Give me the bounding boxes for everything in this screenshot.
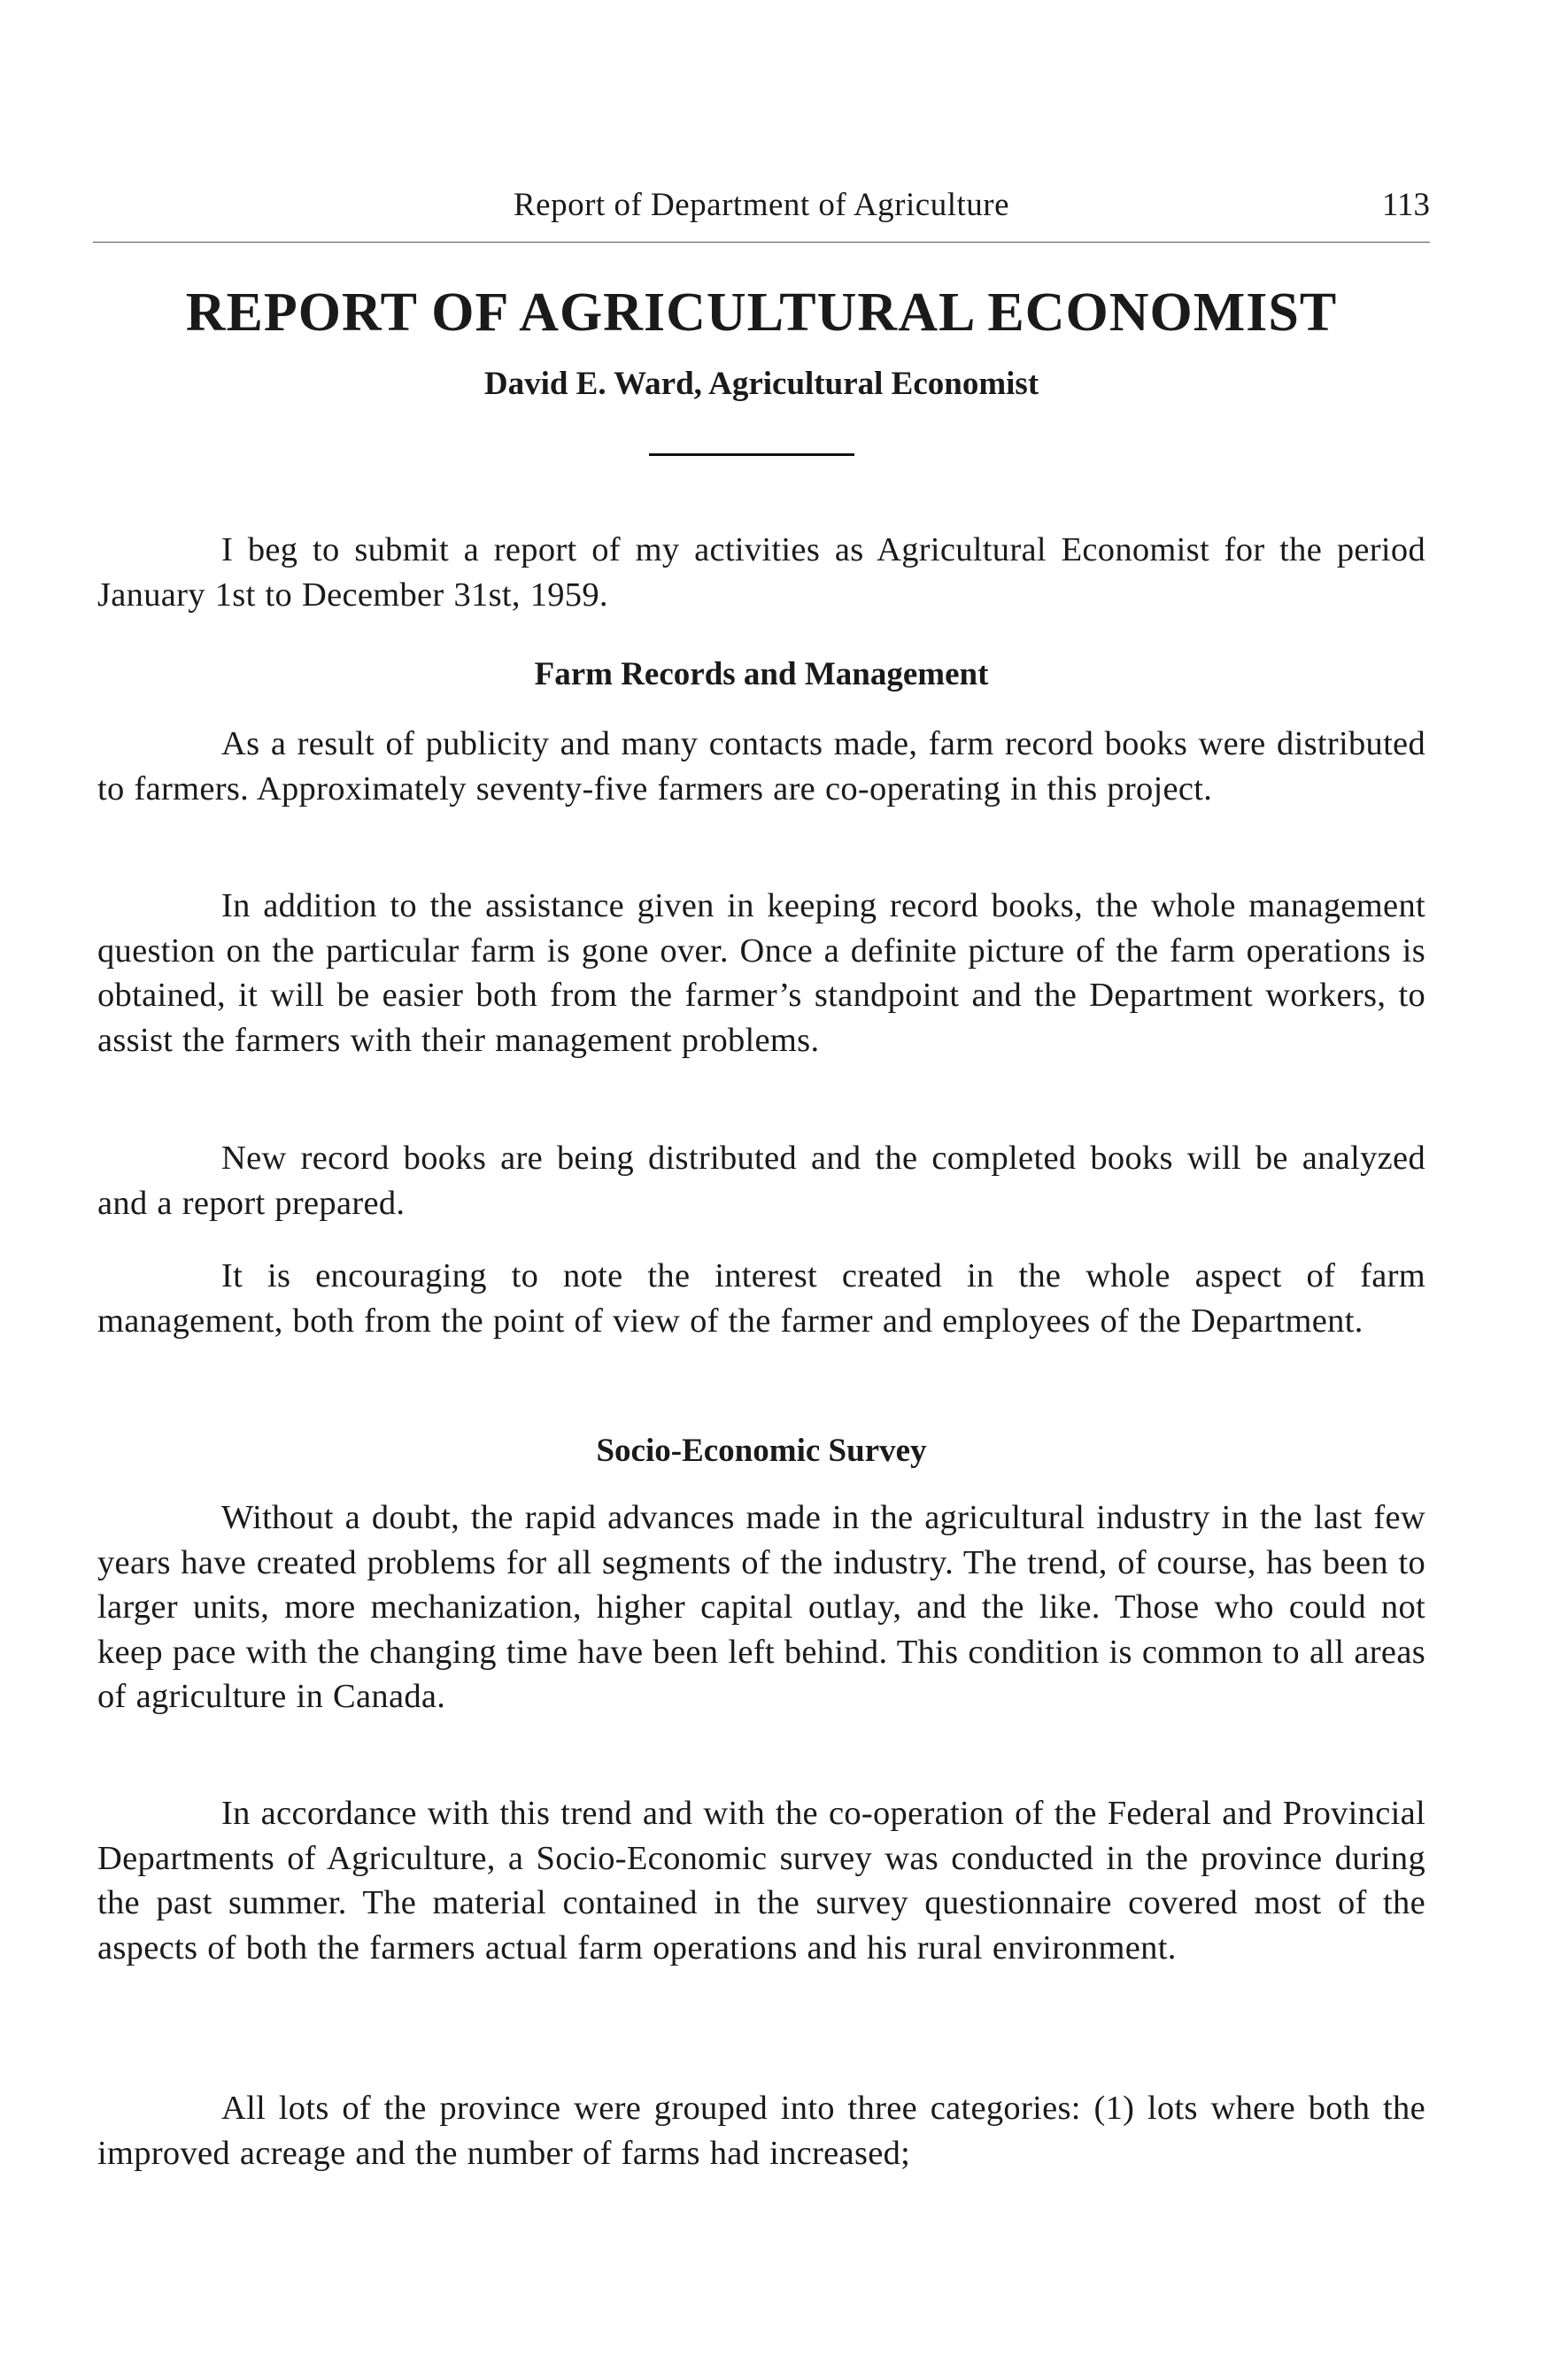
paragraph-farm-records-4: It is encouraging to note the interest created in the whole aspect of farm management, both from the point of view of the farmer and employees of the Department.: [97, 1257, 1425, 1340]
section-heading-socio-economic: Socio-Economic Survey: [596, 1433, 927, 1469]
paragraph-socio-economic-1: Without a doubt, the rapid advances made in the agricultural industry in the last few years have created problems for all segments of the industry. The trend, of course, has been to larger units, more mechanization, higher capital outlay, and the like. Those who could not keep pace with the changing time have been left behind. This condition is common to all areas of agriculture in Canada.: [97, 1499, 1425, 1715]
section-heading-farm-records: Farm Records and Management: [534, 656, 989, 692]
paragraph-socio-economic-2: In accordance with this trend and with the co-operation of the Federal and Provincial Departments of Agriculture, a Socio-Economic survey was conducted in the province during the past summer. The material contained in the survey questionnaire covered most of the aspects of both the farmers actual farm operations and his rural environment.: [97, 1795, 1425, 1967]
page-number: 113: [1381, 187, 1430, 223]
running-title: Report of Department of Agriculture: [514, 187, 1009, 223]
paragraph-farm-records-1: As a result of publicity and many contacts made, farm record books were distributed to farmers. Approximately seventy-five farmers are co-operating in this project.: [97, 725, 1425, 808]
paragraph-farm-records-2: In addition to the assistance given in keeping record books, the whole management question on the particular farm is gone over. Once a definite picture of the farm operations is obtained, it will be easier both from the farmer’s standpoint and the Department workers, to assist the farmers with their management problems.: [97, 887, 1425, 1059]
paragraph-socio-economic-3: All lots of the province were grouped into three categories: (1) lots where both the improved acreage and the number of farms had increased;: [97, 2090, 1425, 2172]
intro-paragraph: I beg to submit a report of my activities as Agricultural Economist for the period January 1st to December 31st, 1959.: [97, 531, 1425, 614]
author-line: David E. Ward, Agricultural Economist: [483, 366, 1039, 402]
report-title: REPORT OF AGRICULTURAL ECONOMIST: [185, 282, 1338, 343]
running-head: [93, 186, 1430, 239]
header-rule: [93, 242, 1430, 243]
paragraph-farm-records-3: New record books are being distributed and the completed books will be analyzed and a report prepared.: [97, 1140, 1425, 1222]
title-divider: [649, 453, 854, 456]
